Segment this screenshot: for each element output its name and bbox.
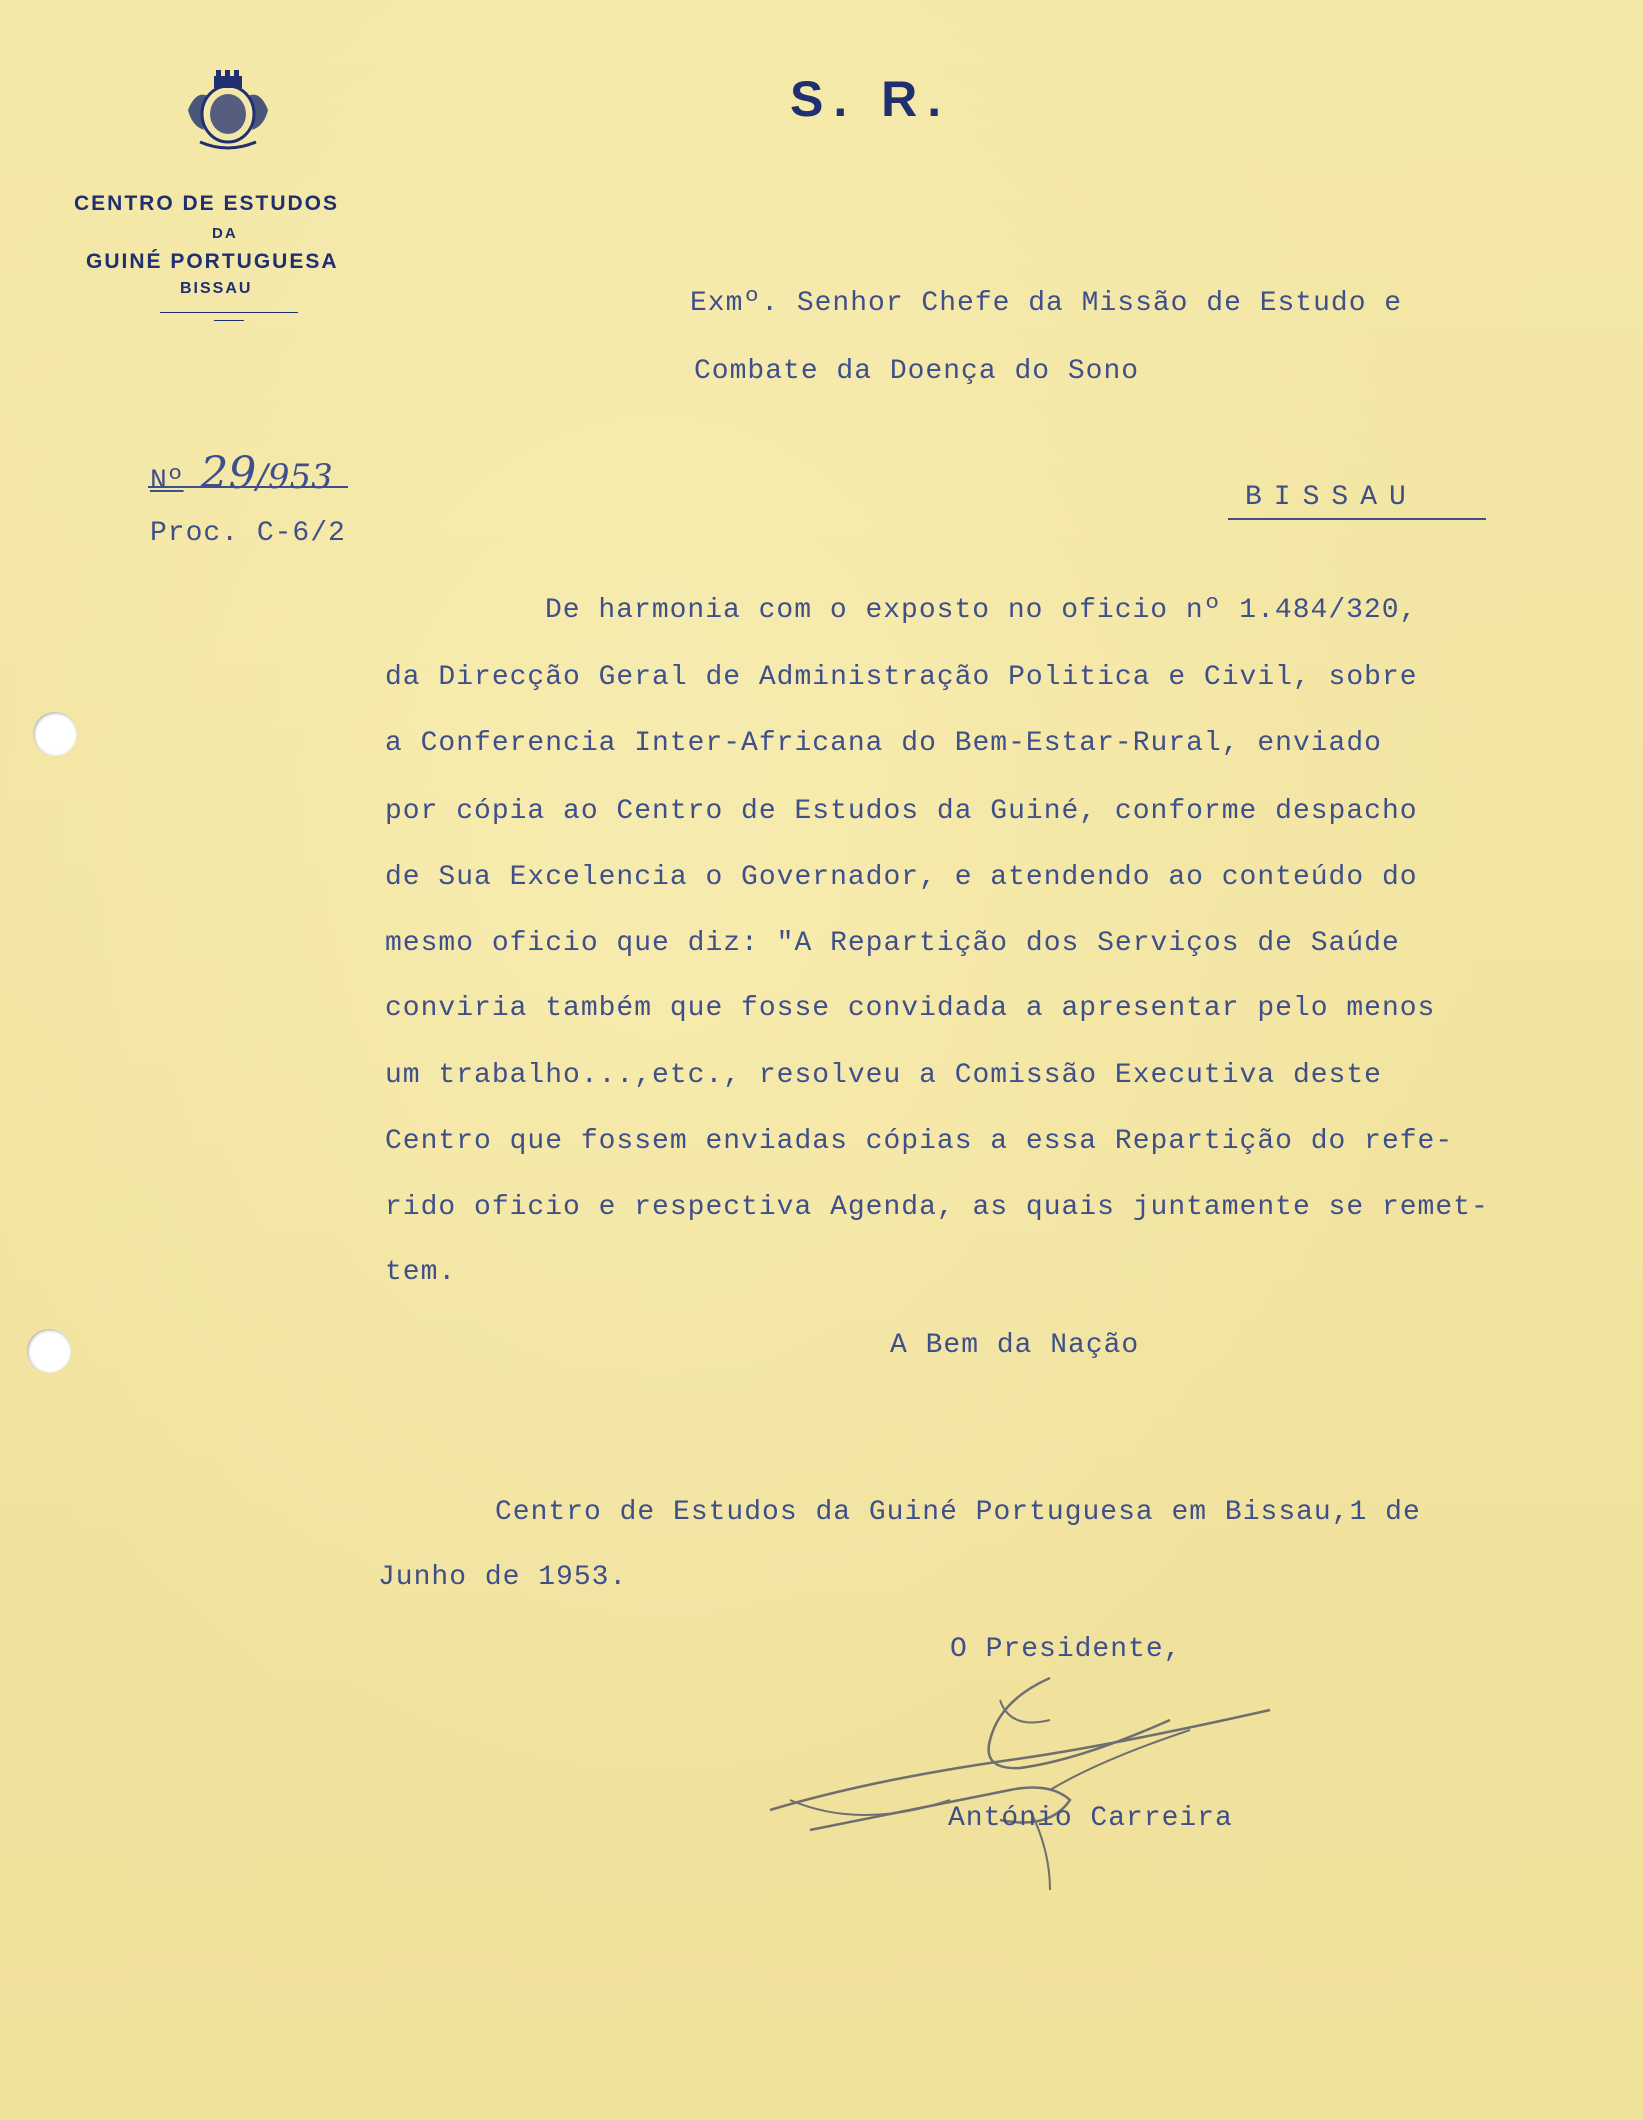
place-date-line-1: Centro de Estudos da Guiné Portuguesa em Bissau,1 de <box>495 1497 1421 1528</box>
signatory-title: O Presidente, <box>950 1634 1182 1665</box>
body-line: rido oficio e respectiva Agenda, as quais juntamente se remet- <box>385 1192 1489 1223</box>
punch-hole <box>33 712 77 756</box>
letterhead-rule-short <box>214 320 244 321</box>
signatory-name: António Carreira <box>948 1803 1233 1834</box>
body-line: conviria também que fosse convidada a apresentar pelo menos <box>385 993 1436 1024</box>
letterhead-line-2: DA <box>212 225 238 242</box>
reference-number-underline <box>148 486 348 488</box>
destination-city: BISSAU <box>1245 482 1418 513</box>
destination-underline <box>1228 518 1486 520</box>
body-line: da Direcção Geral de Administração Politica e Civil, sobre <box>385 662 1418 693</box>
body-line: por cópia ao Centro de Estudos da Guiné, conforme despacho <box>385 796 1418 827</box>
coat-of-arms-seal-icon <box>178 70 278 150</box>
body-line: um trabalho...,etc., resolveu a Comissão Executiva deste <box>385 1060 1382 1091</box>
body-line: a Conferencia Inter-Africana do Bem-Estar-Rural, enviado <box>385 728 1382 759</box>
body-line: De harmonia com o exposto no oficio nº 1.484/320, <box>545 595 1418 626</box>
body-line: tem. <box>385 1257 457 1288</box>
number-year: /953 <box>256 457 333 497</box>
number-handwritten: 29 <box>200 448 257 499</box>
number-prefix: Nº <box>150 466 184 497</box>
process-reference: Proc. C-6/2 <box>150 518 346 549</box>
punch-hole <box>27 1329 71 1373</box>
letterhead-line-1: CENTRO DE ESTUDOS <box>74 192 340 215</box>
body-line: de Sua Excelencia o Governador, e atendendo ao conteúdo do <box>385 862 1418 893</box>
letterhead-line-4: BISSAU <box>180 280 253 297</box>
letterhead-line-3: GUINÉ PORTUGUESA <box>86 250 339 273</box>
addressee-line-2: Combate da Doença do Sono <box>694 356 1140 387</box>
header-mark: S. R. <box>790 71 952 127</box>
letterhead-rule <box>160 312 298 313</box>
place-date-line-2: Junho de 1953. <box>378 1562 628 1593</box>
closing-salutation: A Bem da Nação <box>890 1330 1140 1361</box>
reference-number <box>150 448 333 499</box>
body-line: mesmo oficio que diz: "A Repartição dos Serviços de Saúde <box>385 928 1400 959</box>
handwritten-signature-icon <box>750 1660 1310 1900</box>
body-line: Centro que fossem enviadas cópias a essa Repartição do refe- <box>385 1126 1454 1157</box>
addressee-line-1: Exmº. Senhor Chefe da Missão de Estudo e <box>690 288 1403 319</box>
